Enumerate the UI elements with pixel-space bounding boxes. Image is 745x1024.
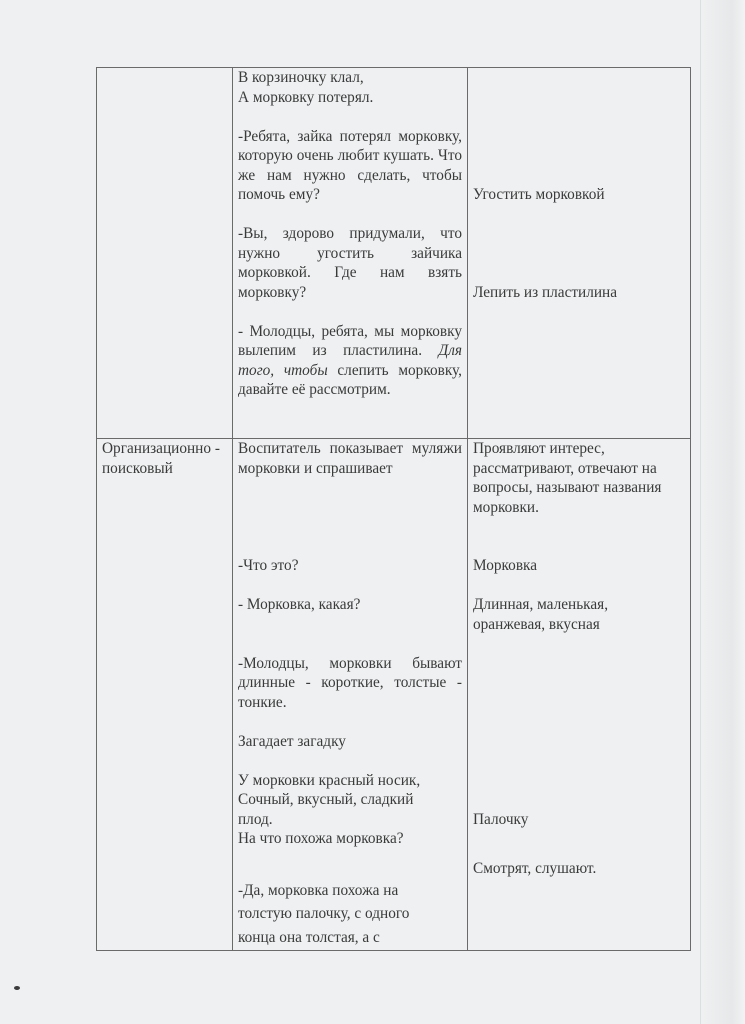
teacher-question-text: - Молодцы, ребята, мы морковку вылепим из пластилина.	[238, 322, 462, 359]
teacher-statement-line: толстую палочку, с одного	[238, 905, 410, 922]
teacher-question	[238, 322, 462, 400]
teacher-question: -Ребята, зайка потерял морковку, которую очень любит кушать. Что же нам нужно сделать, чтобы помочь ему?	[238, 127, 462, 203]
children-answer: Лепить из пластилина	[473, 283, 618, 301]
teacher-question: -Что это?	[238, 557, 299, 574]
children-answer: Палочку	[473, 811, 529, 828]
riddle-line: У морковки красный носик,	[238, 771, 421, 789]
children-answer: Угостить морковкой	[473, 186, 605, 203]
children-answer: Проявляют интерес, рассматривают, отвечают на вопросы, называют названия морковки.	[473, 440, 662, 516]
children-activity-cell	[468, 68, 691, 439]
scan-speck	[14, 986, 20, 990]
children-answer: Длинная, маленькая, оранжевая, вкусная	[473, 596, 609, 633]
lesson-plan-table	[96, 67, 691, 951]
stage-cell	[97, 439, 233, 951]
teacher-activity-cell	[233, 439, 468, 951]
children-answer: Смотрят, слушают.	[473, 860, 597, 877]
poem-line: А морковку потерял.	[238, 88, 374, 106]
stage-label: Организационно - поисковый	[102, 440, 220, 477]
teacher-question-italic: Для того, чтобы	[238, 342, 462, 379]
scan-page-edge-line	[700, 0, 701, 1024]
children-activity-cell	[468, 439, 691, 951]
teacher-statement-line: -Да, морковка похожа на	[238, 882, 399, 899]
table-row	[97, 439, 691, 951]
teacher-action: Загадает загадку	[238, 732, 346, 750]
teacher-activity-cell	[233, 68, 468, 439]
teacher-action: Воспитатель показывает муляжи морковки и спрашивает	[238, 440, 462, 477]
teacher-question: -Вы, здорово придумали, что нужно угостить зайчика морковкой. Где нам взять морковку?	[238, 225, 462, 301]
stage-cell	[97, 68, 233, 439]
teacher-question: - Морковка, какая?	[238, 596, 361, 613]
teacher-question-text: слепить морковку, давайте её рассмотрим.	[238, 361, 462, 398]
teacher-statement: -Молодцы, морковки бывают длинные - короткие, толстые - тонкие.	[238, 654, 462, 711]
children-answer: Морковка	[473, 557, 538, 574]
table-row	[97, 68, 691, 439]
riddle-question: На что похожа морковка?	[238, 830, 404, 847]
teacher-statement-line: конца она толстая, а с	[238, 929, 380, 946]
riddle-line: Сочный, вкусный, сладкий плод.	[238, 791, 414, 828]
scan-page-edge	[703, 0, 745, 1024]
poem-line: В корзиночку клал,	[238, 69, 364, 86]
